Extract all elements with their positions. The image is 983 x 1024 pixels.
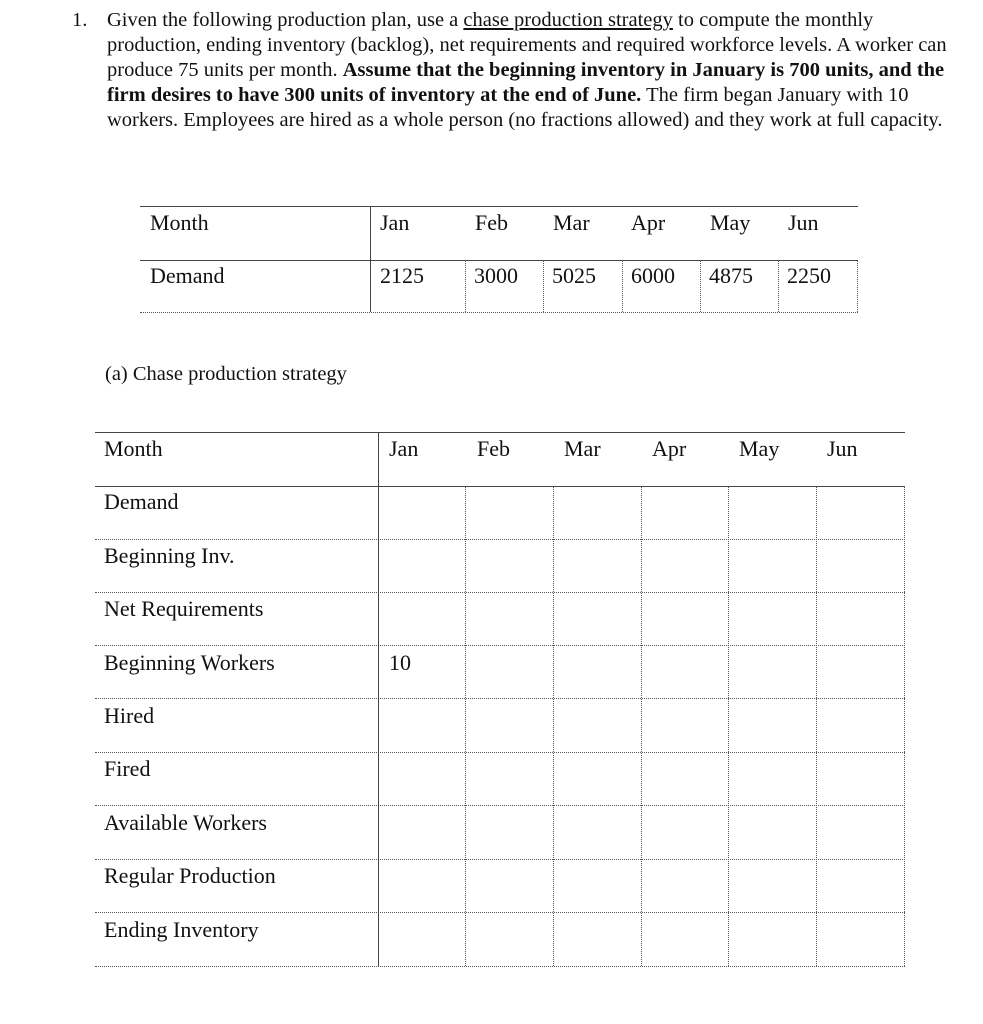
table-divider bbox=[778, 260, 779, 312]
month-header-feb: Feb bbox=[475, 210, 508, 235]
month-header-mar: Mar bbox=[553, 210, 590, 235]
problem-bold-assumption: Assume that the beginning inventory in January is 700 units, and the firm desires to have 300 units of inventory at the end of June. bbox=[107, 59, 945, 106]
row-label-ending-inventory: Ending Inventory bbox=[104, 917, 259, 942]
demand-may: 4875 bbox=[709, 263, 753, 288]
row-label-fired: Fired bbox=[104, 756, 151, 781]
problem-statement bbox=[72, 8, 952, 133]
problem-text bbox=[107, 8, 952, 133]
chase-month-jun: Jun bbox=[827, 436, 858, 461]
table-rule bbox=[95, 805, 905, 806]
beginning-workers-jan: 10 bbox=[389, 650, 411, 675]
month-header-label: Month bbox=[150, 210, 209, 235]
table-rule bbox=[95, 859, 905, 860]
row-label-demand: Demand bbox=[104, 489, 179, 514]
table-divider bbox=[465, 260, 466, 312]
month-header-may: May bbox=[710, 210, 751, 235]
row-label-beginning-workers: Beginning Workers bbox=[104, 650, 275, 675]
demand-label: Demand bbox=[150, 263, 225, 288]
demand-apr: 6000 bbox=[631, 263, 675, 288]
table-rule bbox=[95, 966, 905, 967]
part-a-title: (a) Chase production strategy bbox=[105, 363, 347, 385]
table-divider bbox=[728, 486, 729, 966]
table-divider bbox=[622, 260, 623, 312]
row-label-hired: Hired bbox=[104, 703, 155, 728]
table-rule bbox=[95, 698, 905, 699]
demand-jan: 2125 bbox=[380, 263, 424, 288]
table-divider bbox=[543, 260, 544, 312]
table-rule bbox=[140, 206, 858, 207]
table-rule bbox=[95, 486, 905, 487]
month-header-jan: Jan bbox=[380, 210, 410, 235]
row-label-net-requirements: Net Requirements bbox=[104, 596, 264, 621]
problem-text-part-1: Given the following production plan, use a bbox=[107, 9, 464, 31]
table-divider bbox=[378, 432, 379, 966]
table-divider bbox=[553, 486, 554, 966]
table-divider bbox=[700, 260, 701, 312]
table-rule bbox=[95, 432, 905, 433]
demand-feb: 3000 bbox=[474, 263, 518, 288]
month-header-jun: Jun bbox=[788, 210, 819, 235]
table-rule bbox=[140, 312, 858, 313]
chase-month-header-label: Month bbox=[104, 436, 163, 461]
problem-text-part-2: to compute the monthly production, ending inventory (backlog), net requirements and required workforce levels. A worker can produce 75 units per month. bbox=[107, 9, 947, 81]
table-divider bbox=[370, 206, 371, 312]
chase-month-jan: Jan bbox=[389, 436, 419, 461]
demand-mar: 5025 bbox=[552, 263, 596, 288]
table-divider bbox=[857, 260, 858, 312]
chase-month-mar: Mar bbox=[564, 436, 601, 461]
table-rule bbox=[95, 752, 905, 753]
row-label-regular-production: Regular Production bbox=[104, 863, 276, 888]
table-rule bbox=[140, 260, 858, 261]
chase-month-may: May bbox=[739, 436, 780, 461]
row-label-available-workers: Available Workers bbox=[104, 810, 267, 835]
chase-month-feb: Feb bbox=[477, 436, 510, 461]
table-rule bbox=[95, 912, 905, 913]
production-plan-table bbox=[140, 206, 858, 313]
problem-underlined-phrase: chase production strategy bbox=[463, 9, 673, 31]
problem-number: 1. bbox=[72, 9, 88, 31]
demand-jun: 2250 bbox=[787, 263, 831, 288]
table-rule bbox=[95, 592, 905, 593]
table-divider bbox=[816, 486, 817, 966]
month-header-apr: Apr bbox=[631, 210, 666, 235]
row-label-beginning-inv: Beginning Inv. bbox=[104, 543, 235, 568]
chase-month-apr: Apr bbox=[652, 436, 687, 461]
table-divider bbox=[641, 486, 642, 966]
table-divider bbox=[465, 486, 466, 966]
table-rule bbox=[95, 539, 905, 540]
table-divider bbox=[904, 486, 905, 966]
chase-strategy-table bbox=[95, 432, 905, 967]
table-rule bbox=[95, 645, 905, 646]
problem-text-part-3: The firm began January with 10 workers. Employees are hired as a whole person (no fractions allowed) and they work at full capacity. bbox=[107, 84, 943, 131]
